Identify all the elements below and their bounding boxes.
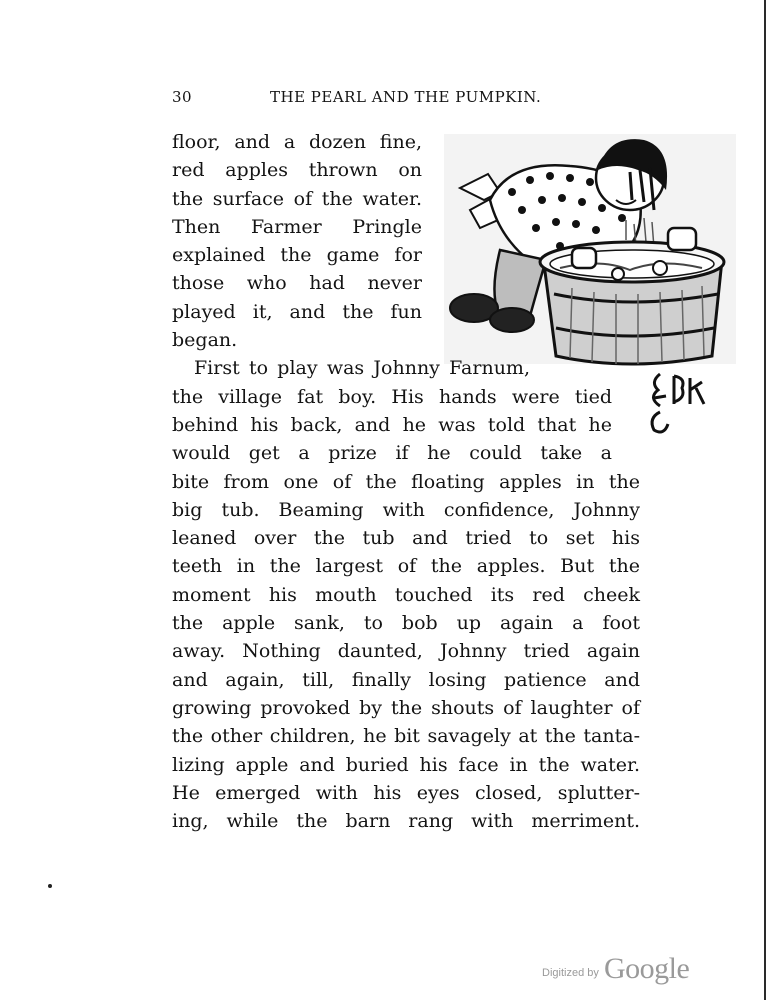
text-line: the village fat boy. His hands were tied: [172, 385, 612, 408]
text-line: and again, till, finally losing patience and: [172, 668, 640, 691]
text-line: teeth in the largest of the apples. But the: [172, 555, 640, 578]
text-line: explained the game for: [172, 244, 422, 267]
digitized-watermark: [542, 952, 689, 986]
text-line: the other children, he bit savagely at the tanta-: [172, 725, 640, 748]
body-text: [172, 128, 640, 835]
text-line: growing provoked by the shouts of laughter of: [172, 696, 640, 719]
text-line: Then Farmer Pringle: [172, 215, 422, 238]
text-line: bite from one of the floating apples in the: [172, 470, 640, 493]
text-line: the surface of the water.: [172, 187, 422, 210]
text-line: the apple sank, to bob up again a foot: [172, 612, 640, 635]
text-line: played it, and the fun: [172, 300, 422, 323]
text-line: would get a prize if he could take a: [172, 442, 612, 465]
text-line: First to play was Johnny Farnum,: [194, 357, 530, 380]
text-line: those who had never: [172, 272, 422, 295]
text-line: lizing apple and buried his face in the water.: [172, 753, 640, 776]
text-line: ing, while the barn rang with merriment.: [172, 810, 640, 833]
running-header: [172, 88, 640, 112]
running-title: THE PEARL AND THE PUMPKIN.: [270, 88, 542, 106]
text-line: He emerged with his eyes closed, splutter-: [172, 781, 640, 804]
text-line: away. Nothing daunted, Johnny tried again: [172, 640, 640, 663]
text-line: began.: [172, 329, 238, 352]
text-line: floor, and a dozen fine,: [172, 131, 422, 153]
page-edge-rule: [764, 0, 766, 1000]
text-line: leaned over the tub and tried to set his: [172, 527, 640, 550]
watermark-prefix: Digitized by: [542, 967, 599, 979]
artist-monogram-icon: [646, 368, 710, 438]
text-line: moment his mouth touched its red cheek: [172, 583, 640, 606]
text-line: big tub. Beaming with confidence, Johnny: [172, 498, 640, 521]
text-line: red apples thrown on: [172, 159, 422, 182]
text-line: behind his back, and he was told that he: [172, 413, 612, 436]
page-number: 30: [172, 88, 193, 106]
stray-mark: [48, 884, 52, 888]
google-logo: Google: [603, 952, 690, 985]
